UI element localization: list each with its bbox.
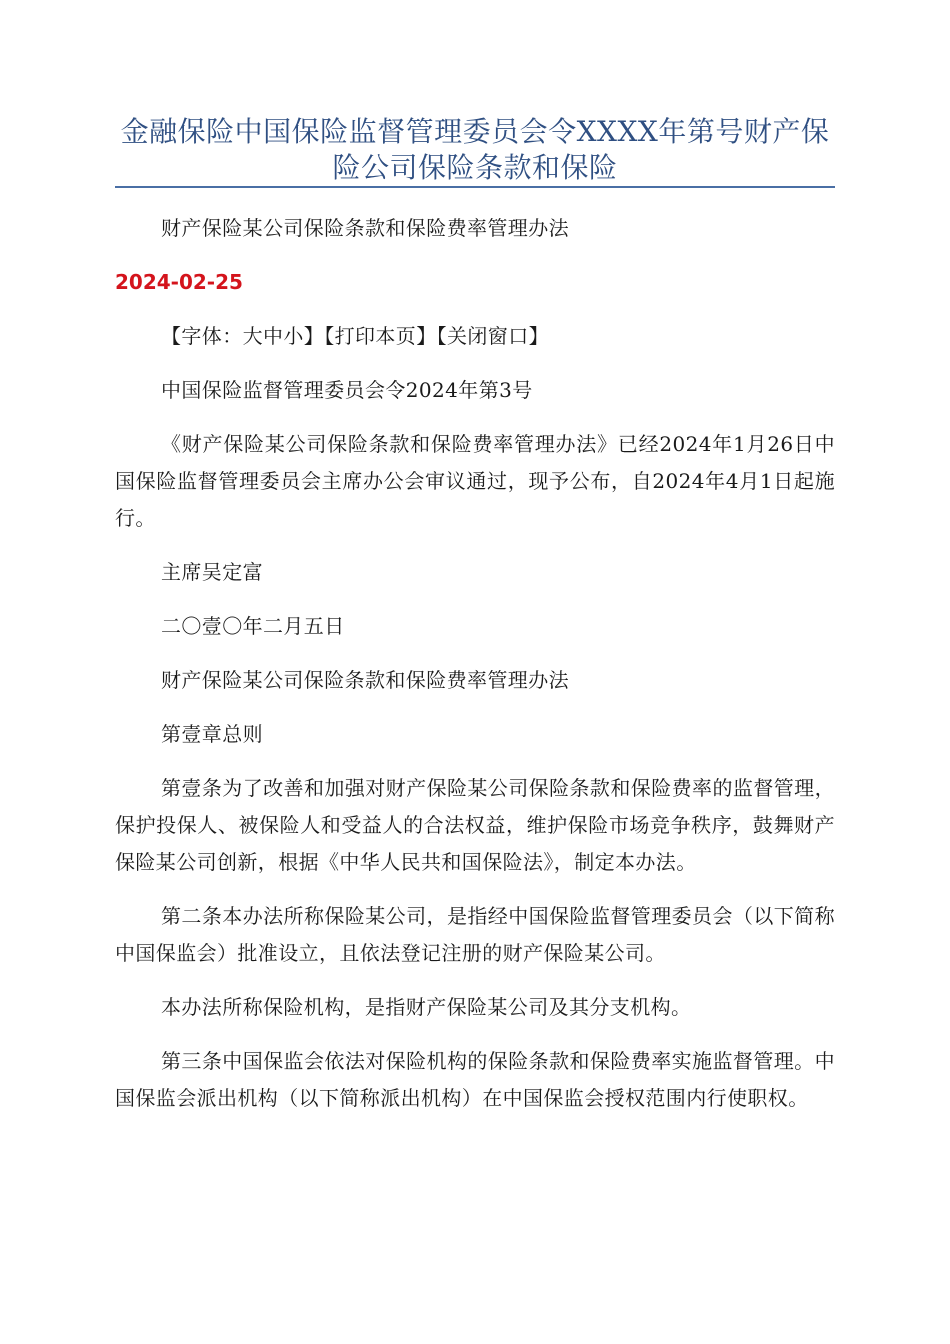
chapter-heading: 第壹章总则 [161, 722, 263, 746]
font-print-close-toolbar: 【字体：大中小】【打印本页】【关闭窗口】 [161, 324, 549, 348]
publish-date: 2024-02-25 [115, 270, 243, 294]
sign-date: 二〇壹〇年二月五日 [161, 614, 345, 638]
regulation-title: 财产保险某公司保险条款和保险费率管理办法 [161, 668, 569, 692]
document-title: 金融保险中国保险监督管理委员会令XXXX年第号财产保险公司保险条款和保险 [120, 115, 830, 184]
signatory: 主席吴定富 [161, 560, 263, 584]
article-2: 第二条本办法所称保险某公司，是指经中国保险监督管理委员会（以下简称中国保监会）批准设立，且依法登记注册的财产保险某公司。 [115, 904, 835, 965]
title-divider [115, 186, 835, 188]
document-body [115, 210, 835, 1134]
subtitle: 财产保险某公司保险条款和保险费率管理办法 [161, 216, 569, 240]
article-2-note: 本办法所称保险机构，是指财产保险某公司及其分支机构。 [161, 995, 692, 1019]
announcement-paragraph: 《财产保险某公司保险条款和保险费率管理办法》已经2024年1月26日中国保险监督管理委员会主席办公会审议通过，现予公布，自2024年4月1日起施行。 [115, 432, 835, 530]
article-3: 第三条中国保监会依法对保险机构的保险条款和保险费率实施监督管理。中国保监会派出机构（以下简称派出机构）在中国保监会授权范围内行使职权。 [115, 1049, 835, 1110]
article-1: 第壹条为了改善和加强对财产保险某公司保险条款和保险费率的监督管理，保护投保人、被保险人和受益人的合法权益，维护保险市场竞争秩序，鼓舞财产保险某公司创新，根据《中华人民共和国保险法》，制定本办法。 [115, 776, 835, 874]
order-number: 中国保险监督管理委员会令2024年第3号 [161, 378, 533, 402]
